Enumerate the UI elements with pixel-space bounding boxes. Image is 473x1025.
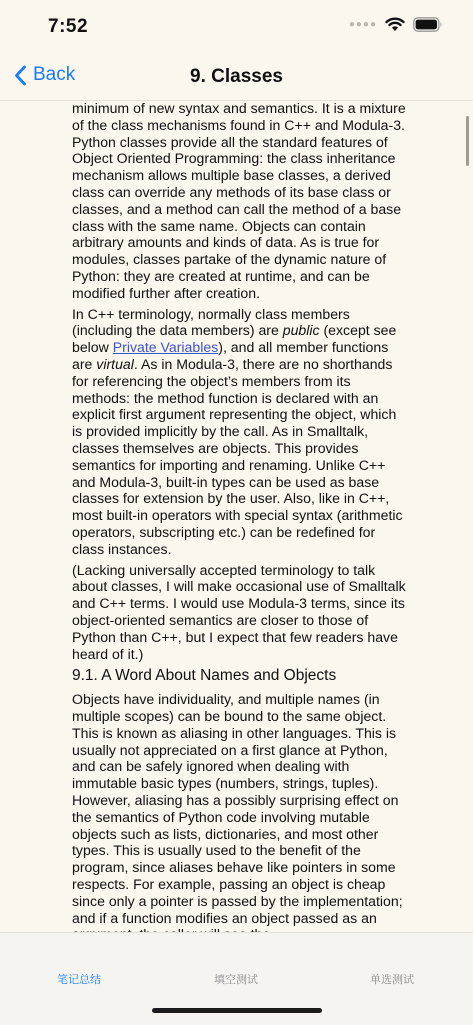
document-content[interactable] [72,100,406,930]
public-term: public [282,322,320,339]
status-time: 7:52 [48,16,89,37]
status-bar [0,0,473,54]
paragraph-4: Objects have individuality, and multiple names (in multiple scopes) can be bound to the same object. This is known as aliasing in other languages. This is usually not appreciated on a first glance at Python, and can be safely ignored when dealing with immutable basic types (numbers, strings, tuples). However, aliasing has a possibly surprising effect on the semantics of Python code involving mutable objects such as lists, dictionaries, and most other types. This is usually used to the benefit of the program, since aliases behave like pointers in some respects. For example, passing an object is cheap since only a pointer is passed by the implementation; and if a function modifies an object passed as an [72,691,403,926]
tab-notes-summary[interactable]: 笔记总结 [57,974,101,986]
paragraph-2-text-d: . As in Modula-3, there are no shorthands for referencing the object’s members from its methods: the method function is declared with an explicit first argument representing the object, which is provided implicitly by the call. As in Smalltalk, classes themselves are objects. This provides semantics for importing and renaming. Unlike C++ and Modula-3, built-in types can be used as base classes for extension by the user. Also, like in C++, most built-in operators with special syntax (arithmetic operators, subscripting etc.) can be redefined for class instances. [72,355,403,557]
wifi-icon [385,17,405,32]
paragraph-1: minimum of new syntax and semantics. It is a mixture of the class mechanisms found in C++ and Modula-3. Python classes provide all the standard features of Object Oriented Programming: the class inheritance mechanism allows multiple base classes, a derived class can override any methods of its base class or classes, and a method can call the method of a base class with the same name. Objects can contain arbitrary amounts and kinds of data. As is true for modules, classes partake of the dynamic nature of Python: they are created at runtime, and can be modified further after creation. [72,100,406,301]
paragraph-2 [72,306,406,558]
paragraph-2-text-c: ), and all member functions are [72,339,389,372]
scroll-indicator[interactable] [466,116,469,166]
paragraph-2-text-a: In C++ terminology, normally class members (including the data members) are [72,305,350,339]
battery-icon [413,17,443,32]
back-label: Back [33,64,76,85]
page-title: 9. Classes [190,66,283,87]
private-variables-link[interactable]: Private Variables [112,339,219,356]
navigation-bar [0,54,473,101]
home-indicator[interactable] [152,1008,322,1013]
paragraph-2-text-b: (except see below [72,322,397,356]
status-icons [349,17,443,32]
signal-dots-icon: ●●●● [348,19,377,30]
paragraph-3: (Lacking universally accepted terminology to talk about classes, I will make occasional use of Smalltalk and C++ terms. I would use Modula-3 terms, since its object-oriented semantics are closer to those of Python than C++, but I expect that few readers have heard of it.) [72,561,406,662]
tab-single-choice-test[interactable]: 单选测试 [370,974,414,986]
tab-fill-in-test[interactable]: 填空测试 [214,974,258,986]
virtual-term: virtual [96,355,134,372]
section-heading: 9.1. A Word About Names and Objects [72,667,337,685]
